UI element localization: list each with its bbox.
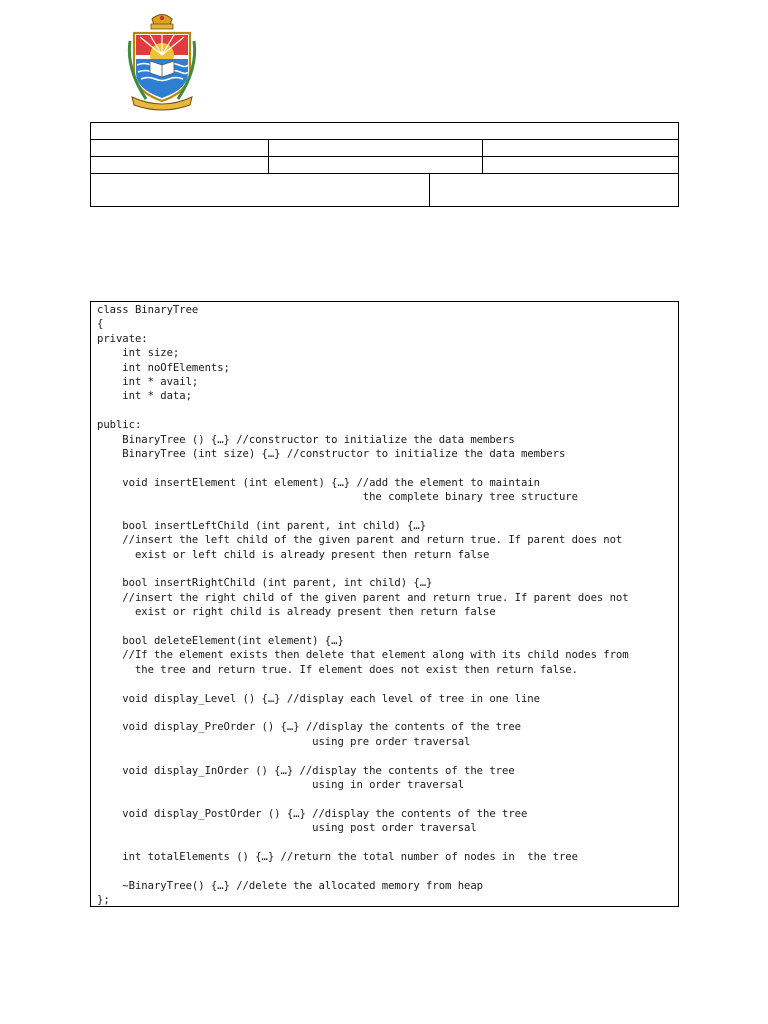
code-line: using post order traversal [97, 822, 477, 835]
header-info-table [90, 122, 679, 207]
code-line: BinaryTree (int size) {…} //constructor to initialize the data members [97, 447, 566, 460]
code-line: exist or right child is already present then return false [97, 606, 496, 619]
code-line: //If the element exists then delete that element along with its child nodes from [97, 649, 629, 662]
table-column-divider [482, 139, 483, 173]
code-listing [90, 301, 679, 907]
code-line: using in order traversal [97, 778, 465, 791]
table-column-divider [429, 173, 430, 207]
table-row-divider [91, 173, 678, 174]
code-line [97, 620, 678, 634]
code-line [97, 749, 678, 763]
code-line: using pre order traversal [97, 735, 471, 748]
code-line: }; [97, 894, 110, 907]
code-line: public: [97, 419, 142, 432]
code-line: { [97, 318, 104, 331]
code-line: void insertElement (int element) {…} //add the element to maintain [97, 476, 540, 489]
code-line: void display_PostOrder () {…} //display the contents of the tree [97, 807, 528, 820]
university-crest-logo [124, 11, 200, 111]
code-line: exist or left child is already present then return false [97, 548, 490, 561]
code-line [97, 706, 678, 720]
code-line: private: [97, 332, 148, 345]
code-line [97, 864, 678, 878]
code-line: int size; [97, 347, 180, 360]
code-line: int noOfElements; [97, 361, 230, 374]
code-line [97, 404, 678, 418]
code-line [97, 461, 678, 475]
code-line: the complete binary tree structure [97, 491, 578, 504]
code-line [97, 562, 678, 576]
code-line: int * avail; [97, 375, 199, 388]
code-line: int * data; [97, 390, 192, 403]
code-line: class BinaryTree [97, 304, 199, 316]
code-line: ~BinaryTree() {…} //delete the allocated memory from heap [97, 879, 484, 892]
code-line: BinaryTree () {…} //constructor to initialize the data members [97, 433, 515, 446]
code-line: void display_InOrder () {…} //display the contents of the tree [97, 764, 515, 777]
code-line: void display_Level () {…} //display each level of tree in one line [97, 692, 540, 705]
code-line [97, 677, 678, 691]
code-line: void display_PreOrder () {…} //display the contents of the tree [97, 721, 521, 734]
code-line [97, 792, 678, 806]
code-line: bool insertLeftChild (int parent, int child) {…} [97, 519, 427, 532]
code-line [97, 835, 678, 849]
code-line: int totalElements () {…} //return the total number of nodes in the tree [97, 850, 578, 863]
table-column-divider [268, 139, 269, 173]
code-line [97, 504, 678, 518]
table-row-divider [91, 139, 678, 140]
code-line: bool deleteElement(int element) {…} [97, 634, 344, 647]
code-line: the tree and return true. If element does not exist then return false. [97, 663, 578, 676]
code-line: //insert the right child of the given parent and return true. If parent does not [97, 591, 629, 604]
table-row-divider [91, 156, 678, 157]
code-line: bool insertRightChild (int parent, int child) {…} [97, 577, 433, 590]
code-line: //insert the left child of the given parent and return true. If parent does not [97, 534, 623, 547]
